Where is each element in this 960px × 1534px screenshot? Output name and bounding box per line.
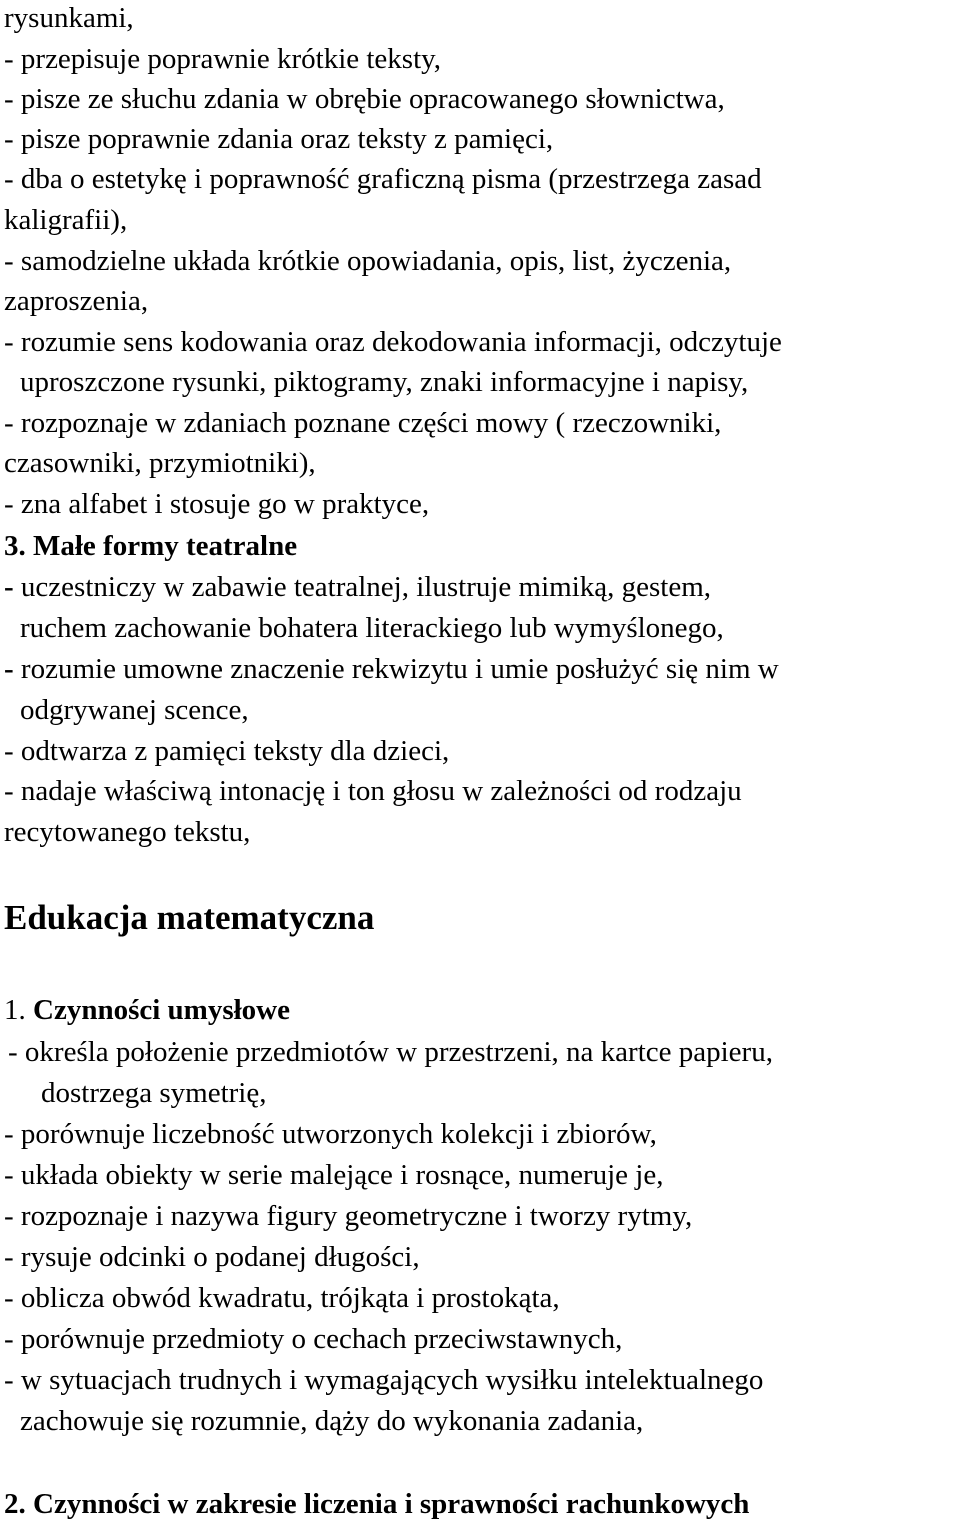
list-item: - pisze ze słuchu zdania w obrębie opracowanego słownictwa, xyxy=(4,83,725,115)
list-item: - przepisuje poprawnie krótkie teksty, xyxy=(4,43,442,75)
list-item: - rozumie sens kodowania oraz dekodowania informacji, odczytuje xyxy=(4,326,782,358)
bullet-dash: - xyxy=(4,571,14,603)
list-item: - pisze poprawnie zdania oraz teksty z pamięci, xyxy=(4,123,554,155)
text-line: kaligrafii), xyxy=(4,204,128,236)
list-item: - porównuje przedmioty o cechach przeciwstawnych, xyxy=(4,1323,623,1355)
text-line: ruchem zachowanie bohatera literackiego lub wymyślonego, xyxy=(20,612,724,644)
list-item: - układa obiekty w serie malejące i rosnące, numeruje je, xyxy=(4,1159,664,1191)
list-item-text: rozumie umowne znaczenie rekwizytu i umie posłużyć się nim w xyxy=(20,653,779,685)
text-line: recytowanego tekstu, xyxy=(4,816,251,848)
list-item xyxy=(4,569,711,605)
text-line: uproszczone rysunki, piktogramy, znaki informacyjne i napisy, xyxy=(20,366,749,398)
text-line: odgrywanej scence, xyxy=(20,694,249,726)
subsection-heading xyxy=(4,992,290,1028)
list-item: - rozpoznaje w zdaniach poznane części mowy ( rzeczowniki, xyxy=(4,407,722,439)
list-item: - dba o estetykę i poprawność graficzną pisma (przestrzega zasad xyxy=(4,163,762,195)
list-item: - odtwarza z pamięci teksty dla dzieci, xyxy=(4,735,450,767)
subsection-title: Czynności umysłowe xyxy=(33,994,290,1026)
list-item-text: uczestniczy w zabawie teatralnej, ilustruje mimiką, gestem, xyxy=(20,571,712,603)
subsection-number: 1. xyxy=(4,994,26,1026)
text-line: zachowuje się rozumnie, dąży do wykonania zadania, xyxy=(20,1405,644,1437)
text-line: zaproszenia, xyxy=(4,285,149,317)
text-line: dostrzega symetrię, xyxy=(41,1077,267,1109)
list-item: - określa położenie przedmiotów w przestrzeni, na kartce papieru, xyxy=(8,1036,773,1068)
list-item xyxy=(4,651,779,687)
list-item: - w sytuacjach trudnych i wymagających wysiłku intelektualnego xyxy=(4,1364,764,1396)
text-line: czasowniki, przymiotniki), xyxy=(4,447,316,479)
list-item: - nadaje właściwą intonację i ton głosu w zależności od rodzaju xyxy=(4,775,742,807)
list-item: - porównuje liczebność utworzonych kolekcji i zbiorów, xyxy=(4,1118,657,1150)
page-section-title: Edukacja matematyczna xyxy=(4,898,375,937)
section-heading: 3. Małe formy teatralne xyxy=(4,530,298,562)
text-line: rysunkami, xyxy=(4,2,134,34)
list-item: - samodzielne układa krótkie opowiadania, opis, list, życzenia, xyxy=(4,245,732,277)
subsection-heading: 2. Czynności w zakresie liczenia i sprawności rachunkowych xyxy=(4,1488,750,1520)
list-item: - rozpoznaje i nazywa figury geometryczne i tworzy rytmy, xyxy=(4,1200,693,1232)
list-item: - zna alfabet i stosuje go w praktyce, xyxy=(4,488,430,520)
list-item: - oblicza obwód kwadratu, trójkąta i prostokąta, xyxy=(4,1282,560,1314)
list-item: - rysuje odcinki o podanej długości, xyxy=(4,1241,420,1273)
bullet-dash: - xyxy=(4,653,14,685)
